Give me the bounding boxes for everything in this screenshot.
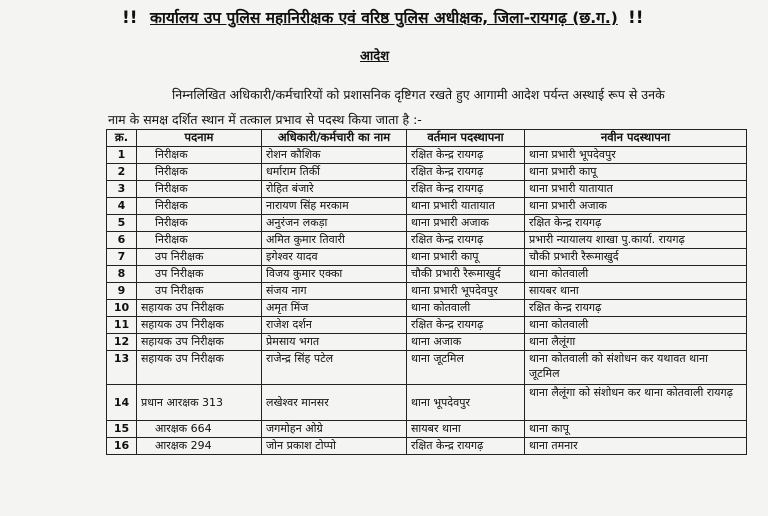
order-intro-line-2: नाम के समक्ष दर्शित स्थान में तत्काल प्रभाव से पदस्थ किया जाता है :- [108,112,422,127]
table-row [107,232,747,249]
cell-new-posting: रक्षित केन्द्र रायगढ़ [525,215,747,232]
cell-current-posting: थाना प्रभारी यातायात [407,198,525,215]
cell-new-posting: थाना प्रभारी यातायात [525,181,747,198]
cell-current-posting: रक्षित केन्द्र रायगढ़ [407,164,525,181]
table-header-row [107,130,747,147]
order-intro-line-1: निम्नलिखित अधिकारी/कर्मचारियों को प्रशासनिक दृष्टिगत रखते हुए आगामी आदेश पर्यन्त अस्थाई रूप से उनके [172,87,665,102]
cell-current-posting: रक्षित केन्द्र रायगढ़ [407,147,525,164]
table-row [107,421,747,438]
col-header-name: अधिकारी/कर्मचारी का नाम [262,130,407,147]
cell-designation: उप निरीक्षक [137,283,262,300]
cell-serial: 4 [107,198,137,215]
table-row [107,164,747,181]
cell-name: इगेश्वर यादव [262,249,407,266]
cell-name: नारायण सिंह मरकाम [262,198,407,215]
cell-new-posting: थाना लैलूंगा [525,334,747,351]
table-row [107,266,747,283]
cell-designation: प्रधान आरक्षक 313 [137,385,262,421]
cell-designation: उप निरीक्षक [137,249,262,266]
cell-new-posting: रक्षित केन्द्र रायगढ़ [525,300,747,317]
cell-designation: निरीक्षक [137,164,262,181]
cell-current-posting: थाना अजाक [407,334,525,351]
transfer-table [106,129,747,455]
cell-name: जगमोहन ओग्रे [262,421,407,438]
cell-serial: 5 [107,215,137,232]
cell-serial: 9 [107,283,137,300]
cell-new-posting: थाना लैलूंगा को संशोधन कर थाना कोतवाली रायगढ़ [525,385,747,421]
table-row [107,334,747,351]
cell-new-posting: थाना प्रभारी कापू [525,164,747,181]
cell-serial: 6 [107,232,137,249]
cell-designation: सहायक उप निरीक्षक [137,300,262,317]
cell-serial: 3 [107,181,137,198]
table-row [107,351,747,385]
cell-designation: निरीक्षक [137,232,262,249]
cell-name: धर्माराम तिर्की [262,164,407,181]
table-row [107,438,747,455]
order-heading: आदेश [360,49,390,64]
cell-designation: आरक्षक 664 [137,421,262,438]
cell-current-posting: सायबर थाना [407,421,525,438]
cell-designation: निरीक्षक [137,198,262,215]
cell-new-posting: सायबर थाना [525,283,747,300]
cell-serial: 7 [107,249,137,266]
office-title: कार्यालय उप पुलिस महानिरीक्षक एवं वरिष्ठ पुलिस अधीक्षक, जिला-रायगढ़ (छ.ग.) [150,9,618,27]
cell-serial: 12 [107,334,137,351]
cell-name: अनुरंजन लकड़ा [262,215,407,232]
table-row [107,300,747,317]
table-row [107,147,747,164]
title-marker-right: !! [628,8,644,28]
col-header-current-posting: वर्तमान पदस्थापना [407,130,525,147]
cell-name: अमृत मिंज [262,300,407,317]
cell-designation: आरक्षक 294 [137,438,262,455]
cell-current-posting: रक्षित केन्द्र रायगढ़ [407,181,525,198]
cell-designation: निरीक्षक [137,215,262,232]
title-marker-left: !! [122,8,138,28]
cell-current-posting: थाना जूटमिल [407,351,525,385]
cell-name: जोन प्रकाश टोप्पो [262,438,407,455]
cell-new-posting: प्रभारी न्यायालय शाखा पु.कार्या. रायगढ़ [525,232,747,249]
cell-current-posting: थाना कोतवाली [407,300,525,317]
cell-current-posting: रक्षित केन्द्र रायगढ़ [407,438,525,455]
cell-current-posting: चौकी प्रभारी रैरूमाखुर्द [407,266,525,283]
cell-new-posting: थाना कोतवाली [525,266,747,283]
cell-serial: 13 [107,351,137,385]
table-row [107,249,747,266]
cell-new-posting: थाना कापू [525,421,747,438]
cell-name: राजेश दर्शन [262,317,407,334]
cell-name: राजेन्द्र सिंह पटेल [262,351,407,385]
table-row [107,283,747,300]
table-row [107,385,747,421]
cell-name: प्रेमसाय भगत [262,334,407,351]
cell-name: रोशन कौशिक [262,147,407,164]
cell-new-posting: थाना प्रभारी अजाक [525,198,747,215]
cell-new-posting: थाना कोतवाली [525,317,747,334]
cell-serial: 14 [107,385,137,421]
cell-name: विजय कुमार एक्का [262,266,407,283]
cell-current-posting: थाना प्रभारी भूपदेवपुर [407,283,525,300]
cell-serial: 2 [107,164,137,181]
cell-serial: 8 [107,266,137,283]
cell-serial: 16 [107,438,137,455]
cell-name: लखेश्वर मानसर [262,385,407,421]
col-header-serial: क्र. [107,130,137,147]
cell-serial: 15 [107,421,137,438]
cell-current-posting: रक्षित केन्द्र रायगढ़ [407,317,525,334]
col-header-new-posting: नवीन पदस्थापना [525,130,747,147]
table-row [107,198,747,215]
cell-current-posting: थाना प्रभारी अजाक [407,215,525,232]
cell-designation: सहायक उप निरीक्षक [137,317,262,334]
cell-designation: उप निरीक्षक [137,266,262,283]
cell-new-posting: थाना कोतवाली को संशोधन कर यथावत थाना जूटमिल [525,351,747,385]
col-header-designation: पदनाम [137,130,262,147]
cell-serial: 11 [107,317,137,334]
cell-name: संजय नाग [262,283,407,300]
cell-current-posting: रक्षित केन्द्र रायगढ़ [407,232,525,249]
cell-serial: 1 [107,147,137,164]
cell-designation: निरीक्षक [137,181,262,198]
cell-serial: 10 [107,300,137,317]
table-row [107,181,747,198]
table-row [107,317,747,334]
table-row [107,215,747,232]
cell-new-posting: थाना तमनार [525,438,747,455]
cell-new-posting: थाना प्रभारी भूपदेवपुर [525,147,747,164]
cell-designation: निरीक्षक [137,147,262,164]
cell-new-posting: चौकी प्रभारी रैरूमाखुर्द [525,249,747,266]
cell-designation: सहायक उप निरीक्षक [137,334,262,351]
cell-designation: सहायक उप निरीक्षक [137,351,262,385]
cell-current-posting: थाना भूपदेवपुर [407,385,525,421]
cell-name: रोहित बंजारे [262,181,407,198]
cell-name: अमित कुमार तिवारी [262,232,407,249]
cell-current-posting: थाना प्रभारी कापू [407,249,525,266]
